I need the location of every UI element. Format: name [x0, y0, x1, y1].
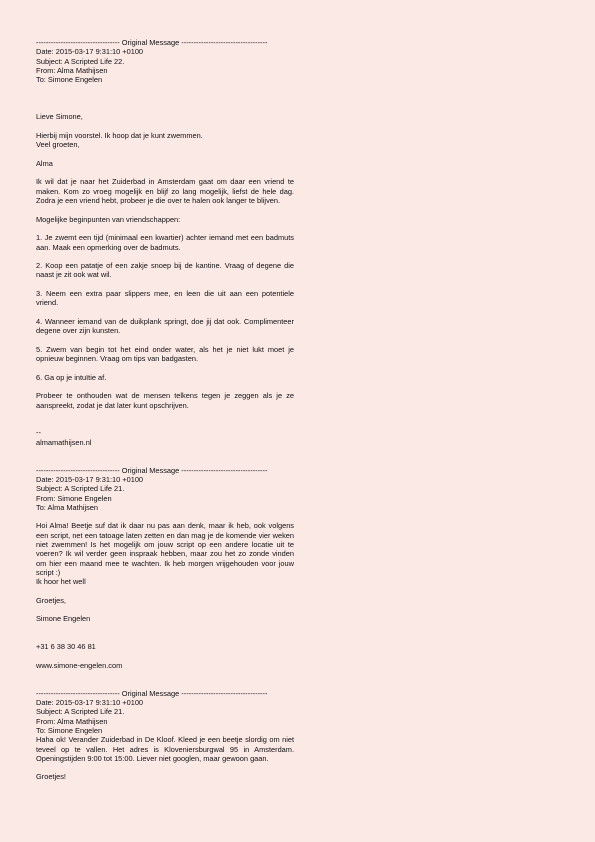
email-body-2: [36, 521, 294, 670]
intro-line: Hierbij mijn voorstel. Ik hoop dat je kunt zwemmen.: [36, 130, 203, 140]
signature-link[interactable]: almamathijsen.nl: [36, 437, 92, 447]
header-date: Date: 2015-03-17 9:31:10 +0100: [36, 698, 144, 708]
paragraph: Ik wil dat je naar het Zuiderbad in Amsterdam gaat om daar een vriend te maken. Kom zo vroeg mogelijk en blijf zo lang mogelijk, liefst de hele dag. Zodra je een vriend hebt, probeer je die over te halen ook langer te blijven.: [36, 177, 294, 206]
phone-number: +31 6 38 30 46 81: [36, 642, 96, 652]
header-from: From: Alma Mathijsen: [36, 65, 108, 75]
intro-closing: Veel groeten,: [36, 140, 80, 150]
email-header-2: [36, 466, 294, 512]
list-item: 2. Koop een patatje of een zakje snoep bij de kantine. Vraag of degene die naast je zit ook wat wil.: [36, 261, 294, 280]
website-link[interactable]: www.simone-engelen.com: [36, 660, 123, 670]
header-from: From: Alma Mathijsen: [36, 716, 108, 726]
email-body-1: [36, 112, 294, 410]
list-item: 6. Ga op je intuïtie af.: [36, 372, 107, 382]
signature-dash: --: [36, 428, 41, 438]
paragraph: Haha ok! Verander Zuiderbad in De Kloof. Kleed je een beetje slordig om niet teveel op te vallen. Het adres is Kloveniersburgwal 95 in Amsterdam. Openingstijden 9:00 tot 15:00. Liever niet googlen, maar gewoon gaan.: [36, 735, 294, 763]
header-subject: Subject: A Scripted Life 22.: [36, 56, 125, 66]
paragraph: Hoi Alma! Beetje suf dat ik daar nu pas aan denk, maar ik heb, ook volgens een script, net een tatoage laten zetten en dan mag je de komende vier weken niet zwemmen! Is het mogelijk om jouw script op een andere locatie uit te voeren? Ik wil verder geen inspraak hebben, maar zou het zo zonde vinden om hier een maand mee te wachten. Ik heb morgen vrijgehouden voor jouw script :): [36, 521, 294, 577]
sender-name: Simone Engelen: [36, 614, 91, 624]
header-date: Date: 2015-03-17 9:31:10 +0100: [36, 474, 144, 484]
header-to: To: Simone Engelen: [36, 725, 103, 735]
header-subject: Subject: A Scripted Life 21.: [36, 484, 125, 494]
list-item: 5. Zwem van begin tot het eind onder water, als het je niet lukt moet je opnieuw beginnen. Vraag om tips van badgasten.: [36, 344, 294, 364]
list-item: 1. Je zwemt een tijd (minimaal een kwartier) achter iemand met een badmuts aan. Maak een opmerking over de badmuts.: [36, 233, 294, 252]
header-subject: Subject: A Scripted Life 21.: [36, 707, 125, 717]
header-to: To: Simone Engelen: [36, 75, 103, 85]
separator-line: ---------------------------------- Original Message -----------------------------------: [36, 688, 268, 698]
header-from: From: Simone Engelen: [36, 493, 112, 503]
sender-name: Alma: [36, 158, 53, 168]
header-to: To: Alma Mathijsen: [36, 502, 99, 512]
list-item: 4. Wanneer iemand van de duikplank springt, doe jij dat ook. Complimenteer degene over zijn kunsten.: [36, 316, 294, 336]
paragraph: Mogelijke beginpunten van vriendschappen:: [36, 214, 181, 224]
closing: Groetjes!: [36, 772, 66, 782]
separator-line: ---------------------------------- Original Message -----------------------------------: [36, 38, 268, 47]
paragraph: Probeer te onthouden wat de mensen telkens tegen je zeggen als je ze aanspreekt, zodat je dat later kunt opschrijven.: [36, 391, 294, 410]
email-header-3: [36, 689, 294, 735]
greeting: Lieve Simone,: [36, 112, 83, 122]
closing: Groetjes,: [36, 595, 66, 605]
signature-1: [36, 428, 294, 447]
list-item: 3. Neem een extra paar slippers mee, en leen die uit aan een potentiele vriend.: [36, 289, 294, 308]
header-date: Date: 2015-03-17 9:31:10 +0100: [36, 47, 144, 57]
paragraph-last-line: Ik hoor het well: [36, 577, 86, 587]
email-header-1: [36, 38, 294, 84]
email-document: [36, 38, 294, 791]
separator-line: ---------------------------------- Original Message -----------------------------------: [36, 465, 268, 475]
email-body-3: [36, 735, 294, 781]
